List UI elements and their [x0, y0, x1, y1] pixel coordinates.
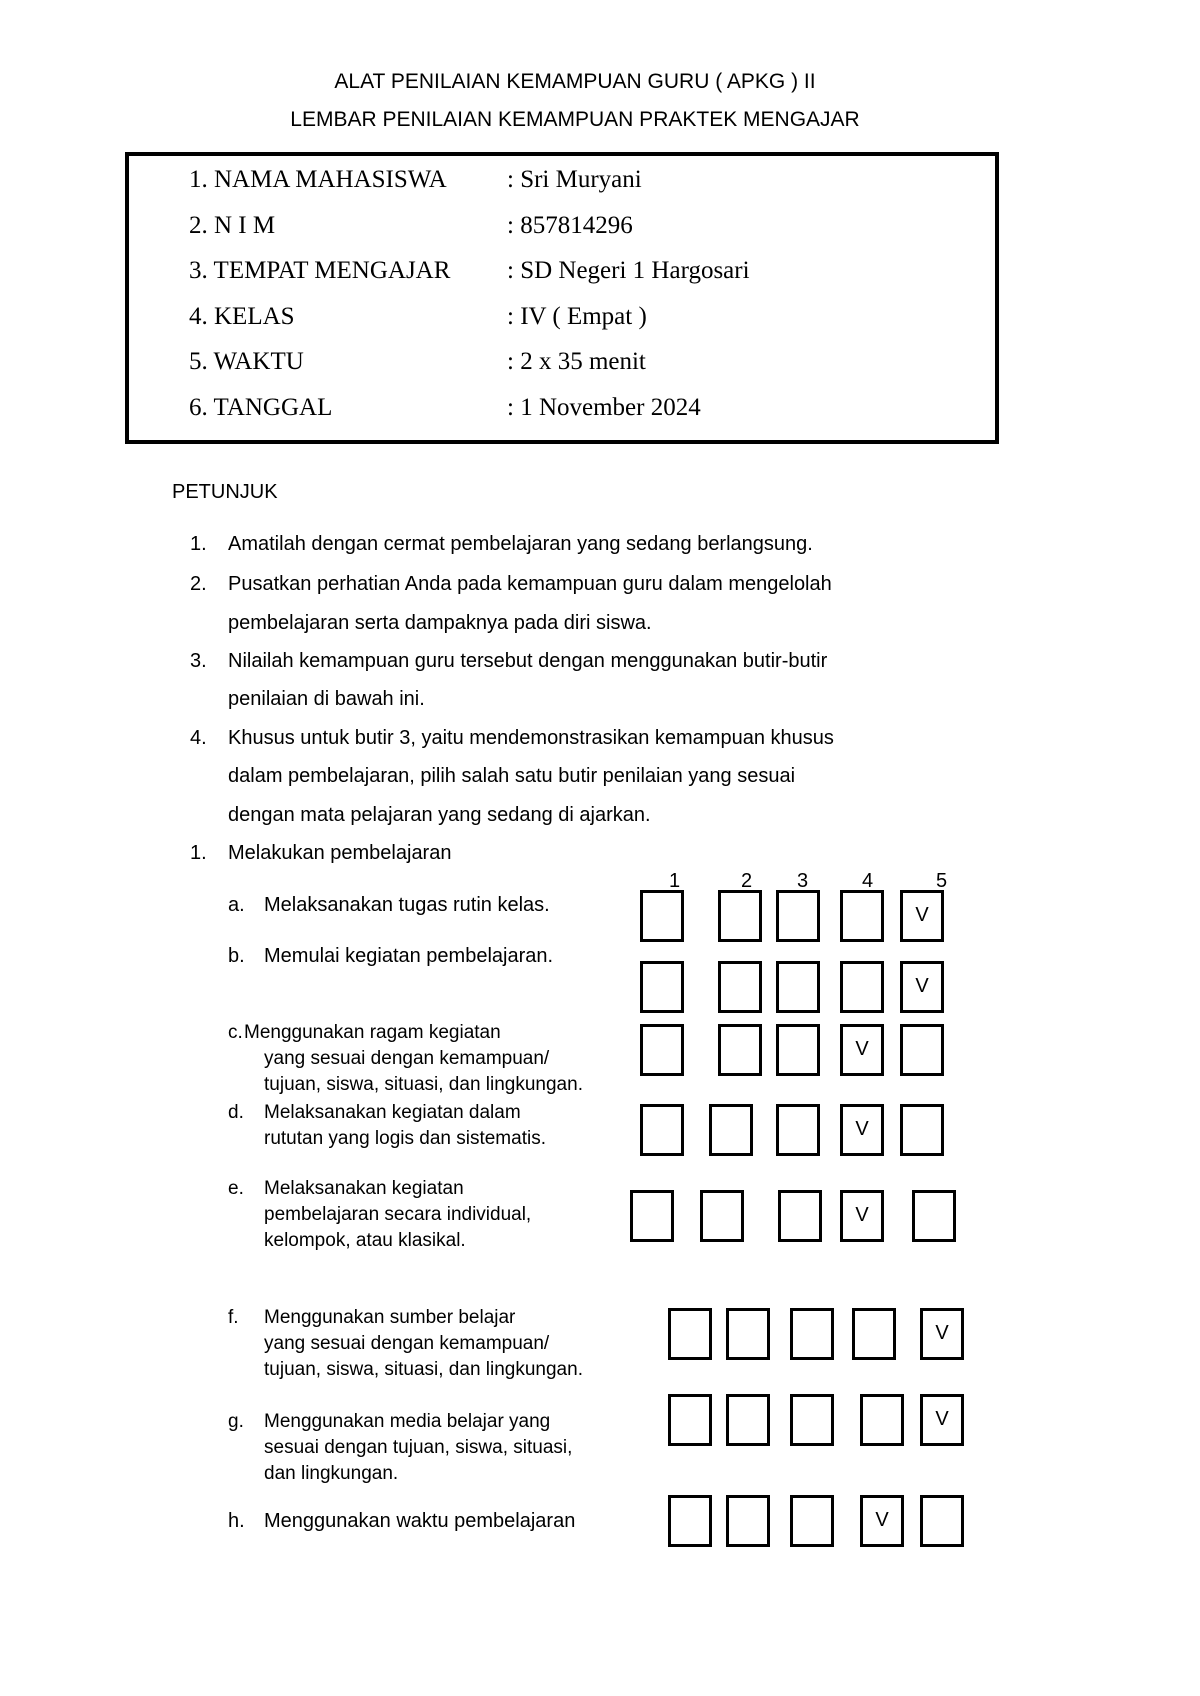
score-box-h-3[interactable] [790, 1495, 834, 1547]
score-box-h-5[interactable] [920, 1495, 964, 1547]
item-b-letter: b. [228, 945, 245, 967]
score-box-c-1[interactable] [640, 1024, 684, 1076]
item-e-letter: e. [228, 1178, 244, 1199]
score-box-d-2[interactable] [709, 1104, 753, 1156]
item-d-letter: d. [228, 1102, 244, 1123]
item-c-text-line-1: Menggunakan ragam kegiatan [244, 1022, 501, 1043]
instruction-1-num: 1. [190, 533, 207, 555]
identity-label-name: 1. NAMA MAHASISWA [189, 166, 447, 193]
score-box-e-3[interactable] [778, 1190, 822, 1242]
scale-label-5: 5 [936, 870, 948, 892]
instruction-3-num: 3. [190, 650, 207, 672]
item-c-text-line-3: tujuan, siswa, situasi, dan lingkungan. [264, 1074, 583, 1095]
instruction-3-line2: penilaian di bawah ini. [228, 688, 425, 710]
check-mark: V [855, 1118, 869, 1140]
identity-label-place: 3. TEMPAT MENGAJAR [189, 257, 451, 284]
item-c-text-line-2: yang sesuai dengan kemampuan/ [264, 1048, 550, 1069]
score-box-c-4[interactable] [840, 1024, 884, 1076]
section-1-title: Melakukan pembelajaran [228, 842, 452, 864]
score-box-d-3[interactable] [776, 1104, 820, 1156]
item-f-letter: f. [228, 1307, 239, 1328]
identity-label-time: 5. WAKTU [189, 348, 304, 375]
score-box-f-2[interactable] [726, 1308, 770, 1360]
score-box-b-4[interactable] [840, 961, 884, 1013]
score-box-b-5[interactable] [900, 961, 944, 1013]
item-a-letter: a. [228, 894, 245, 916]
instruction-2-line2: pembelajaran serta dampaknya pada diri siswa. [228, 612, 652, 634]
identity-value-place: : SD Negeri 1 Hargosari [507, 257, 750, 284]
instruction-4-line2: dalam pembelajaran, pilih salah satu butir penilaian yang sesuai [228, 765, 796, 787]
score-box-e-4[interactable] [840, 1190, 884, 1242]
score-box-c-3[interactable] [776, 1024, 820, 1076]
item-d-text: Melaksanakan kegiatan dalam rututan yang logis dan sistematis. [264, 1102, 546, 1149]
check-mark: V [915, 975, 929, 997]
score-box-e-5[interactable] [912, 1190, 956, 1242]
score-box-a-4[interactable] [840, 890, 884, 942]
score-box-a-5[interactable] [900, 890, 944, 942]
score-box-b-2[interactable] [718, 961, 762, 1013]
form-subtitle: LEMBAR PENILAIAN KEMAMPUAN PRAKTEK MENGAJAR [290, 108, 860, 131]
score-box-e-2[interactable] [700, 1190, 744, 1242]
score-box-g-1[interactable] [668, 1394, 712, 1446]
score-box-a-3[interactable] [776, 890, 820, 942]
score-box-f-5[interactable] [920, 1308, 964, 1360]
check-mark: V [855, 1038, 869, 1060]
identity-box [125, 152, 999, 444]
item-c-letter: c. [228, 1022, 243, 1043]
score-box-e-1[interactable] [630, 1190, 674, 1242]
score-box-g-2[interactable] [726, 1394, 770, 1446]
check-mark: V [915, 904, 929, 926]
score-box-c-2[interactable] [718, 1024, 762, 1076]
item-f-text: Menggunakan sumber belajar yang sesuai dengan kemampuan/ tujuan, siswa, situasi, dan lingkungan. [264, 1307, 583, 1380]
instruction-4-line1: Khusus untuk butir 3, yaitu mendemonstrasikan kemampuan khusus [228, 727, 834, 749]
score-box-b-1[interactable] [640, 961, 684, 1013]
instruction-2-num: 2. [190, 573, 207, 595]
instruction-3-line1: Nilailah kemampuan guru tersebut dengan menggunakan butir-butir [228, 650, 828, 672]
scale-label-3: 3 [797, 870, 809, 892]
identity-label-nim: 2. N I M [189, 212, 276, 239]
item-g-text: Menggunakan media belajar yang sesuai dengan tujuan, siswa, situasi, dan lingkungan. [264, 1411, 573, 1484]
scale-label-1: 1 [669, 870, 681, 892]
check-mark: V [855, 1204, 869, 1226]
score-box-a-1[interactable] [640, 890, 684, 942]
score-box-h-2[interactable] [726, 1495, 770, 1547]
score-box-f-3[interactable] [790, 1308, 834, 1360]
check-mark: V [935, 1408, 949, 1430]
identity-value-time: : 2 x 35 menit [507, 348, 646, 375]
scale-label-2: 2 [741, 870, 753, 892]
score-box-g-4[interactable] [860, 1394, 904, 1446]
score-box-h-4[interactable] [860, 1495, 904, 1547]
score-box-d-4[interactable] [840, 1104, 884, 1156]
item-g-letter: g. [228, 1411, 244, 1432]
item-c-text-content [244, 1020, 583, 1098]
instruction-2-line1: Pusatkan perhatian Anda pada kemampuan guru dalam mengelolah [228, 573, 832, 595]
form-title: ALAT PENILAIAN KEMAMPUAN GURU ( APKG ) II [334, 70, 816, 93]
section-1-num: 1. [190, 842, 207, 864]
score-box-g-3[interactable] [790, 1394, 834, 1446]
score-box-b-3[interactable] [776, 961, 820, 1013]
instruction-4-line3: dengan mata pelajaran yang sedang di ajarkan. [228, 804, 651, 826]
item-b-text: Memulai kegiatan pembelajaran. [264, 945, 554, 967]
identity-value-class: : IV ( Empat ) [507, 303, 647, 330]
score-box-g-5[interactable] [920, 1394, 964, 1446]
item-a-text: Melaksanakan tugas rutin kelas. [264, 894, 550, 916]
item-c-text [244, 1020, 583, 1098]
instruction-1-line1: Amatilah dengan cermat pembelajaran yang sedang berlangsung. [228, 533, 813, 555]
item-h-text: Menggunakan waktu pembelajaran [264, 1510, 576, 1532]
score-box-h-1[interactable] [668, 1495, 712, 1547]
score-box-c-5[interactable] [900, 1024, 944, 1076]
item-h-letter: h. [228, 1510, 245, 1532]
identity-value-nim: : 857814296 [507, 212, 633, 239]
scale-label-4: 4 [862, 870, 874, 892]
score-box-a-2[interactable] [718, 890, 762, 942]
score-box-f-4[interactable] [852, 1308, 896, 1360]
identity-label-date: 6. TANGGAL [189, 394, 333, 421]
score-box-d-1[interactable] [640, 1104, 684, 1156]
identity-value-date: : 1 November 2024 [507, 394, 701, 421]
score-box-f-1[interactable] [668, 1308, 712, 1360]
identity-label-class: 4. KELAS [189, 303, 295, 330]
instructions-heading: PETUNJUK [172, 481, 278, 503]
identity-value-name: : Sri Muryani [507, 166, 642, 193]
score-box-d-5[interactable] [900, 1104, 944, 1156]
item-e-text: Melaksanakan kegiatan pembelajaran secara individual, kelompok, atau klasikal. [264, 1178, 532, 1251]
instruction-4-num: 4. [190, 727, 207, 749]
check-mark: V [875, 1509, 889, 1531]
check-mark: V [935, 1322, 949, 1344]
